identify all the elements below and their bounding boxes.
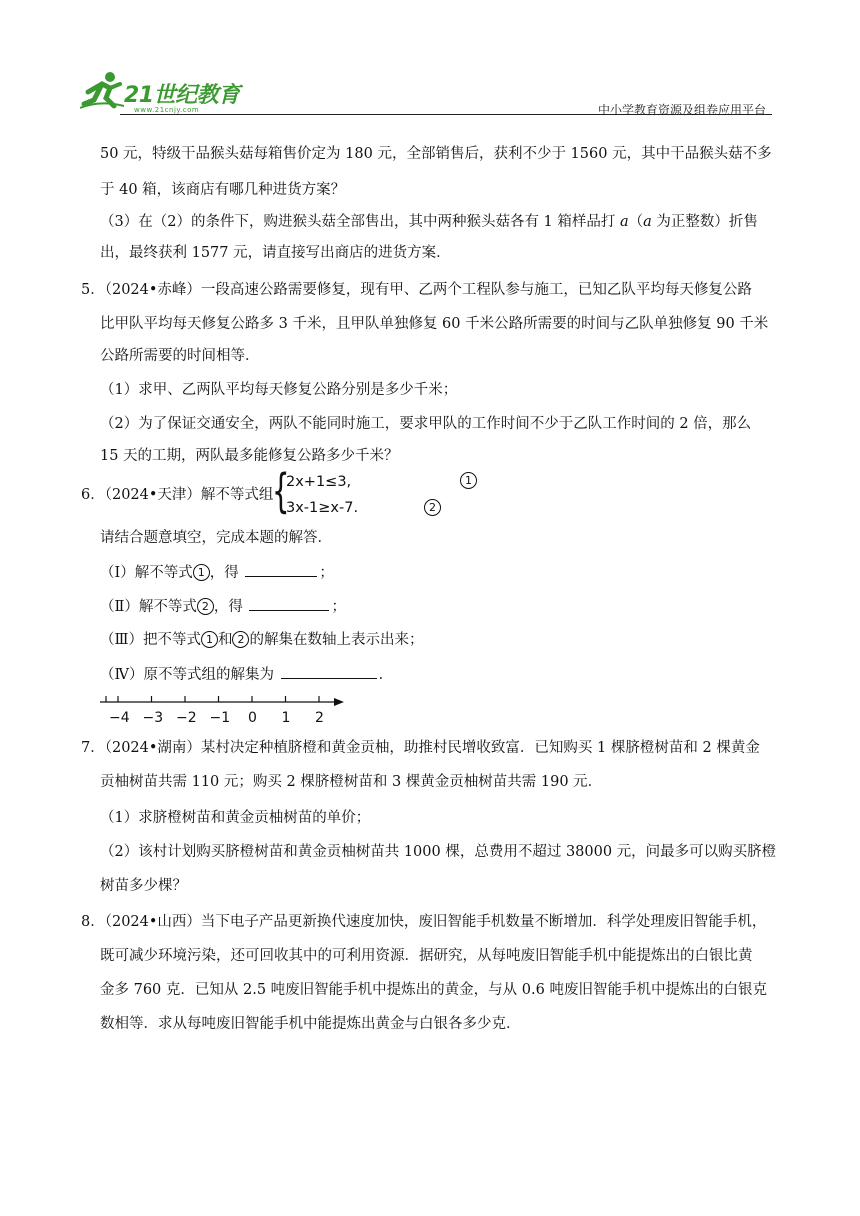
axis-tick-label: −2 xyxy=(176,710,197,726)
q4-part-3 xyxy=(100,212,758,232)
q8-line-4: 数相等．求从每吨废旧智能手机中能提炼出黄金与白银各多少克． xyxy=(100,1016,521,1032)
answer-blank-2[interactable] xyxy=(249,596,329,611)
q6-step-1-text-b: ，得 xyxy=(209,565,239,581)
circled-mark-1: 1 xyxy=(201,631,218,648)
q7-part-2: （2）该村计划购买脐橙树苗和黄金贡柚树苗共 1000 棵，总费用不超过 38000 元，问最多可以购买脐橙 xyxy=(100,844,777,860)
inequality-1: 2x+1≤3, xyxy=(286,474,352,490)
q4-part-3-text-c: 为正整数）折售 xyxy=(651,214,758,230)
q4-var-a: a xyxy=(620,214,629,230)
circled-mark-1: 1 xyxy=(193,564,210,581)
page-header xyxy=(80,66,772,116)
q4-part-3-text-b: （ xyxy=(628,214,644,230)
q6-step-2-text: （Ⅱ）解不等式 xyxy=(100,599,197,615)
brace: { xyxy=(272,464,290,518)
inequality-system xyxy=(272,464,512,522)
q6-step-4-end: ． xyxy=(378,667,394,683)
q7-line-1: 7．（2024•湖南）某村决定种植脐橙和黄金贡柚，助推村民增收致富．已知购买 1 棵脐橙树苗和 2 棵黄金 xyxy=(81,740,760,756)
axis-tick-label: −4 xyxy=(109,710,130,726)
circled-mark-2: 2 xyxy=(197,598,214,615)
q6-intro: 6．（2024•天津）解不等式组 xyxy=(81,487,274,503)
q6-step-1 xyxy=(100,562,334,583)
axis-tick-label: 1 xyxy=(281,710,291,726)
axis-tick-label: −3 xyxy=(142,710,164,726)
q7-part-1: （1）求脐橙树苗和黄金贡柚树苗的单价； xyxy=(100,810,371,826)
answer-blank-4[interactable] xyxy=(281,664,377,679)
q4-part-3-text-a: （3）在（2）的条件下，购进猴头菇全部售出，其中两种猴头菇各有 1 箱样品打 xyxy=(100,214,621,230)
q5-line-2: 比甲队平均每天修复公路多 3 千米，且甲队单独修复 60 千米公路所需要的时间与乙队单独修复 90 千米 xyxy=(100,316,769,332)
logo-url: www.21cnjy.com xyxy=(134,106,200,114)
q7-part-2-line-2: 树苗多少棵？ xyxy=(100,878,187,894)
q6-step-3-text: （Ⅲ）把不等式 xyxy=(100,632,201,648)
q5-line-3: 公路所需要的时间相等． xyxy=(100,348,260,364)
q4-line-2: 于 40 箱，该商店有哪几种进货方案？ xyxy=(100,182,346,198)
inequality-2: 3x-1≥x-7. xyxy=(286,500,359,516)
number-line-axis xyxy=(98,690,358,710)
q6-line-2: 请结合题意填空，完成本题的解答． xyxy=(100,530,332,546)
axis-tick-label: 2 xyxy=(315,710,324,726)
q6-step-2 xyxy=(100,596,346,617)
q6-step-3 xyxy=(100,630,423,650)
platform-name: 中小学教育资源及组卷应用平台 xyxy=(597,103,766,117)
q7-line-2: 贡柚树苗共需 110 元；购买 2 棵脐橙树苗和 3 棵黄金贡柚树苗共需 190 元． xyxy=(100,774,603,790)
circled-mark-2: 2 xyxy=(232,631,249,648)
q6-step-3-end: 的解集在数轴上表示出来； xyxy=(249,632,424,648)
q4-part-3-line-2: 出，最终获利 1577 元，请直接写出商店的进货方案． xyxy=(100,245,451,261)
q5-line-1: 5．（2024•赤峰）一段高速公路需要修复，现有甲、乙两个工程队参与施工，已知乙队平均每天修复公路 xyxy=(81,282,752,298)
axis-tick-label: −1 xyxy=(209,710,231,726)
runner-logo-icon xyxy=(80,70,126,110)
q6-step-4 xyxy=(100,664,393,685)
q6-step-1-end: ； xyxy=(319,565,334,581)
q6-step-2-end: ； xyxy=(331,599,346,615)
q8-line-1: 8．（2024•山西）当下电子产品更新换代速度加快，废旧智能手机数量不断增加．科学处理废旧智能手机， xyxy=(81,914,767,930)
header-divider xyxy=(120,114,772,115)
q6-step-3-and: 和 xyxy=(217,632,233,648)
q6-step-4-text: （Ⅳ）原不等式组的解集为 xyxy=(100,667,274,683)
q5-part-1: （1）求甲、乙两队平均每天修复公路分别是多少千米； xyxy=(100,382,458,398)
number-line xyxy=(98,690,358,730)
q8-line-2: 既可减少环境污染，还可回收其中的可利用资源．据研究，从每吨废旧智能手机中能提炼出的白银比黄 xyxy=(100,948,753,964)
axis-tick-label: 0 xyxy=(248,710,257,726)
circled-mark-2: 2 xyxy=(424,499,441,516)
logo xyxy=(80,70,260,114)
q6-step-2-text-b: ，得 xyxy=(213,599,243,615)
q6-step-1-text: （Ⅰ）解不等式 xyxy=(100,565,193,581)
q4-line-1: 50 元，特级干品猴头菇每箱售价定为 180 元，全部销售后，获利不少于 1560 元，其中干品猴头菇不多 xyxy=(100,146,772,162)
logo-text: 21世纪教育 xyxy=(124,83,240,108)
q8-line-3: 金多 760 克．已知从 2.5 吨废旧智能手机中提炼出的黄金，与从 0.6 吨废旧智能手机中提炼出的白银克 xyxy=(100,982,767,998)
q4-var-a-2: a xyxy=(643,214,652,230)
q5-part-2: （2）为了保证交通安全，两队不能同时施工，要求甲队的工作时间不少于乙队工作时间的 2 倍，那么 xyxy=(100,416,752,432)
answer-blank-1[interactable] xyxy=(245,562,317,577)
q5-part-2-line-2: 15 天的工期，两队最多能修复公路多少千米？ xyxy=(100,448,399,464)
circled-mark-1: 1 xyxy=(460,472,477,489)
